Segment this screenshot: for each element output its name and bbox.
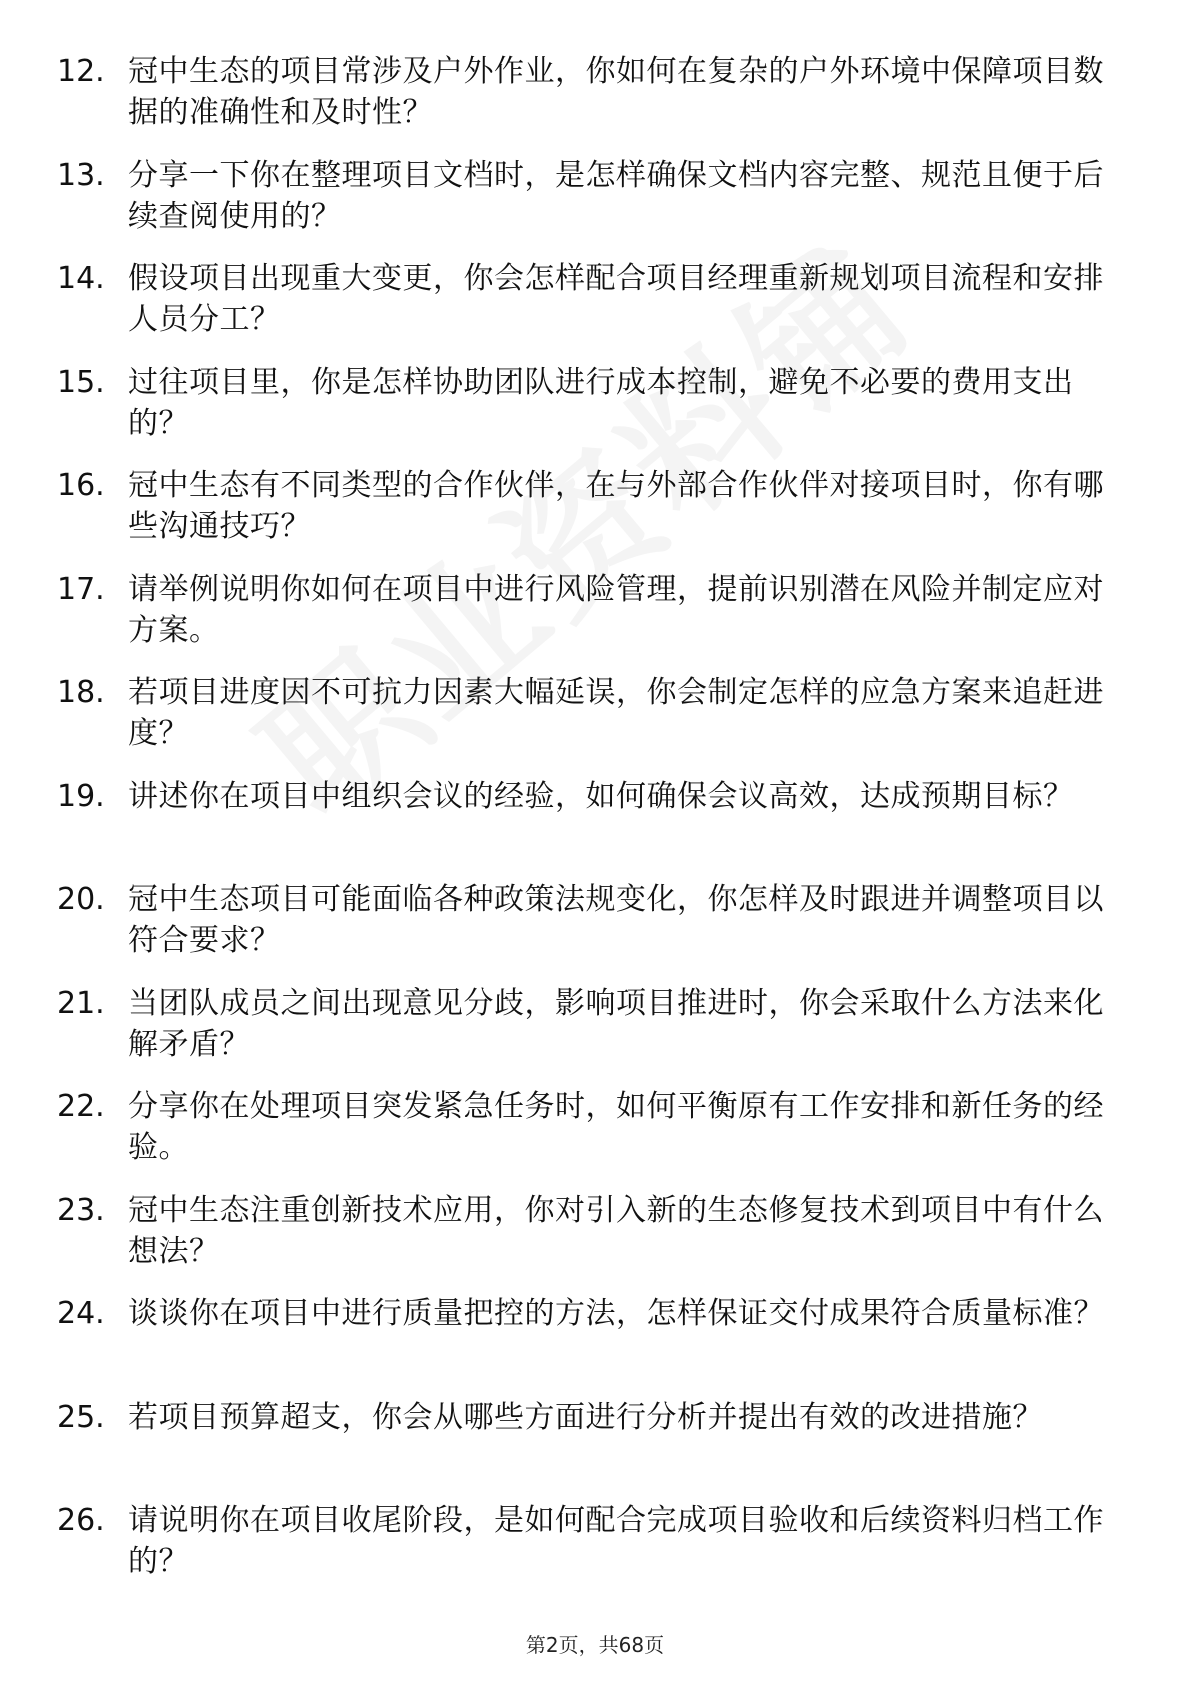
question-number: 16. [57, 468, 105, 503]
question-text: 假设项目出现重大变更，你会怎样配合项目经理重新规划项目流程和安排人员分工？ [128, 261, 1104, 337]
question-text: 请举例说明你如何在项目中进行风险管理，提前识别潜在风险并制定应对方案。 [128, 571, 1104, 648]
question-text: 若项目预算超支，你会从哪些方面进行分析并提出有效的改进措施？ [128, 1399, 1043, 1435]
question-item [0, 465, 1190, 569]
question-list [0, 51, 1190, 1604]
question-text: 讲述你在项目中组织会议的经验，如何确保会议高效，达成预期目标？ [128, 778, 1074, 814]
question-text: 分享一下你在整理项目文档时，是怎样确保文档内容完整、规范且便于后续查阅使用的？ [128, 157, 1104, 234]
question-item [0, 362, 1190, 466]
question-number: 19. [57, 778, 105, 814]
question-text: 冠中生态有不同类型的合作伙伴，在与外部合作伙伴对接项目时，你有哪些沟通技巧？ [128, 468, 1104, 544]
question-item [0, 51, 1190, 155]
question-number: 22. [57, 1089, 105, 1124]
question-number: 17. [57, 571, 105, 607]
question-text: 当团队成员之间出现意见分歧，影响项目推进时，你会采取什么方法来化解矛盾？ [128, 985, 1104, 1062]
question-item [0, 879, 1190, 983]
question-item [0, 1086, 1190, 1190]
question-number: 18. [57, 675, 105, 710]
question-item [0, 1190, 1190, 1294]
question-number: 20. [57, 882, 105, 917]
question-text: 请说明你在项目收尾阶段，是如何配合完成项目验收和后续资料归档工作的？ [128, 1503, 1104, 1579]
question-text: 冠中生态的项目常涉及户外作业，你如何在复杂的户外环境中保障项目数据的准确性和及时性？ [128, 54, 1104, 130]
question-item [0, 672, 1190, 776]
question-number: 21. [57, 985, 105, 1021]
question-item [0, 1397, 1190, 1501]
question-item [0, 258, 1190, 362]
question-text: 冠中生态项目可能面临各种政策法规变化，你怎样及时跟进并调整项目以符合要求？ [128, 882, 1104, 958]
question-number: 25. [57, 1399, 105, 1435]
question-text: 若项目进度因不可抗力因素大幅延误，你会制定怎样的应急方案来追赶进度？ [128, 675, 1104, 751]
question-item [0, 1500, 1190, 1604]
question-item [0, 776, 1190, 880]
question-number: 24. [57, 1296, 105, 1331]
question-number: 23. [57, 1192, 105, 1228]
question-text: 冠中生态注重创新技术应用，你对引入新的生态修复技术到项目中有什么想法？ [128, 1192, 1104, 1269]
question-number: 26. [57, 1503, 105, 1538]
page-number-footer: 第2页，共68页 [525, 1633, 665, 1657]
question-text: 谈谈你在项目中进行质量把控的方法，怎样保证交付成果符合质量标准？ [128, 1296, 1104, 1331]
question-number: 15. [57, 364, 105, 400]
question-item [0, 569, 1190, 673]
question-item [0, 1293, 1190, 1397]
question-text: 过往项目里，你是怎样协助团队进行成本控制，避免不必要的费用支出的？ [128, 364, 1074, 441]
question-item [0, 983, 1190, 1087]
question-text: 分享你在处理项目突发紧急任务时，如何平衡原有工作安排和新任务的经验。 [128, 1089, 1104, 1165]
question-number: 13. [57, 157, 105, 193]
question-number: 14. [57, 261, 105, 296]
question-number: 12. [57, 54, 105, 89]
question-item [0, 155, 1190, 259]
